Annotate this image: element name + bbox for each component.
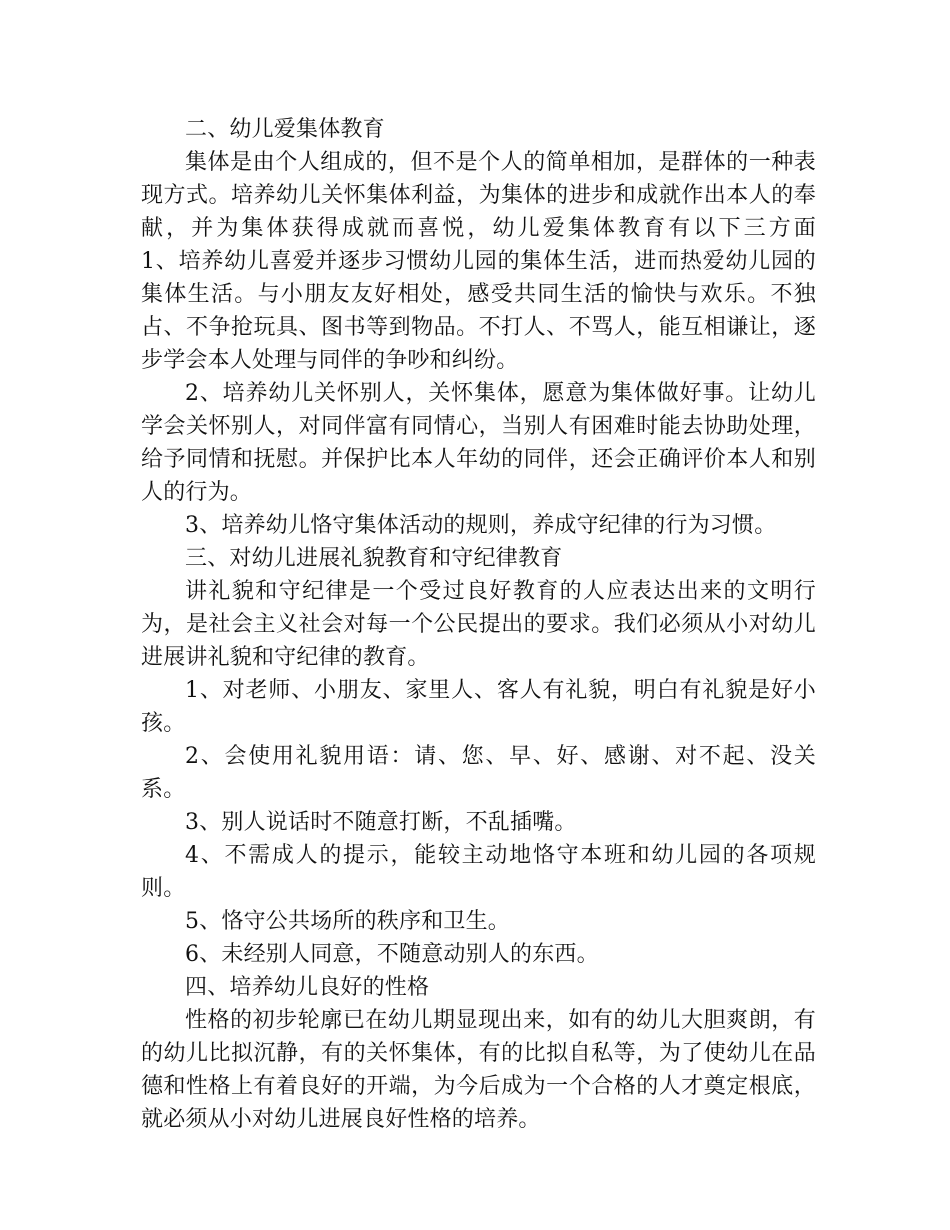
paragraph-politeness-intro: 讲礼貌和守纪律是一个受过良好教育的人应表达出来的文明行为，是社会主义社会对每一个公民提出的要求。我们必须从小对幼儿进展讲礼貌和守纪律的教育。 [141, 579, 816, 670]
paragraph-follow-rules: 3、培养幼儿恪守集体活动的规则，养成守纪律的行为习惯。 [185, 513, 777, 538]
paragraph-care-others: 2、培养幼儿关怀别人，关怀集体，愿意为集体做好事。让幼儿学会关怀别人，对同伴富有同情心，当别人有困难时能去协助处理，给予同情和抚慰。并保护比本人年幼的同伴，还会正确评价本人和别人的行为。 [141, 381, 816, 505]
list-item-politeness-6: 6、未经别人同意，不随意动别人的东西。 [185, 942, 599, 967]
list-item-politeness-2: 2、会使用礼貌用语：请、您、早、好、感谢、对不起、没关系。 [141, 744, 816, 802]
list-item-politeness-3: 3、别人说话时不随意打断，不乱插嘴。 [185, 810, 577, 835]
section-heading-3: 三、对幼儿进展礼貌教育和守纪律教育 [185, 546, 563, 571]
list-item-politeness-1: 1、对老师、小朋友、家里人、客人有礼貌，明白有礼貌是好小孩。 [141, 678, 816, 736]
section-heading-4: 四、培养幼儿良好的性格 [185, 975, 430, 1000]
paragraph-collective-intro: 集体是由个人组成的，但不是个人的简单相加，是群体的一种表现方式。培养幼儿关怀集体利益，为集体的进步和成就作出本人的奉献，并为集体获得成就而喜悦，幼儿爱集体教育有以下三方面 1、培养幼儿喜爱并逐步习惯幼儿园的集体生活，进而热爱幼儿园的集体生活。与小朋友友好相处，感受共同生活的愉快与欢乐。不独占、不争抢玩具、图书等到物品。不打人、不骂人，能互相谦让，逐步学会本人处理与同伴的争吵和纠纷。 [141, 150, 861, 373]
section-heading-2: 二、幼儿爱集体教育 [185, 117, 385, 142]
document-body [141, 113, 861, 1136]
list-item-politeness-4: 4、不需成人的提示，能较主动地恪守本班和幼儿园的各项规则。 [141, 843, 816, 901]
paragraph-personality: 性格的初步轮廓已在幼儿期显现出来，如有的幼儿大胆爽朗，有的幼儿比拟沉静，有的关怀集体，有的比拟自私等，为了使幼儿在品德和性格上有着良好的开端，为今后成为一个合格的人才奠定根底，就必须从小对幼儿进展良好性格的培养。 [141, 1008, 816, 1132]
list-item-politeness-5: 5、恪守公共场所的秩序和卫生。 [185, 909, 510, 934]
